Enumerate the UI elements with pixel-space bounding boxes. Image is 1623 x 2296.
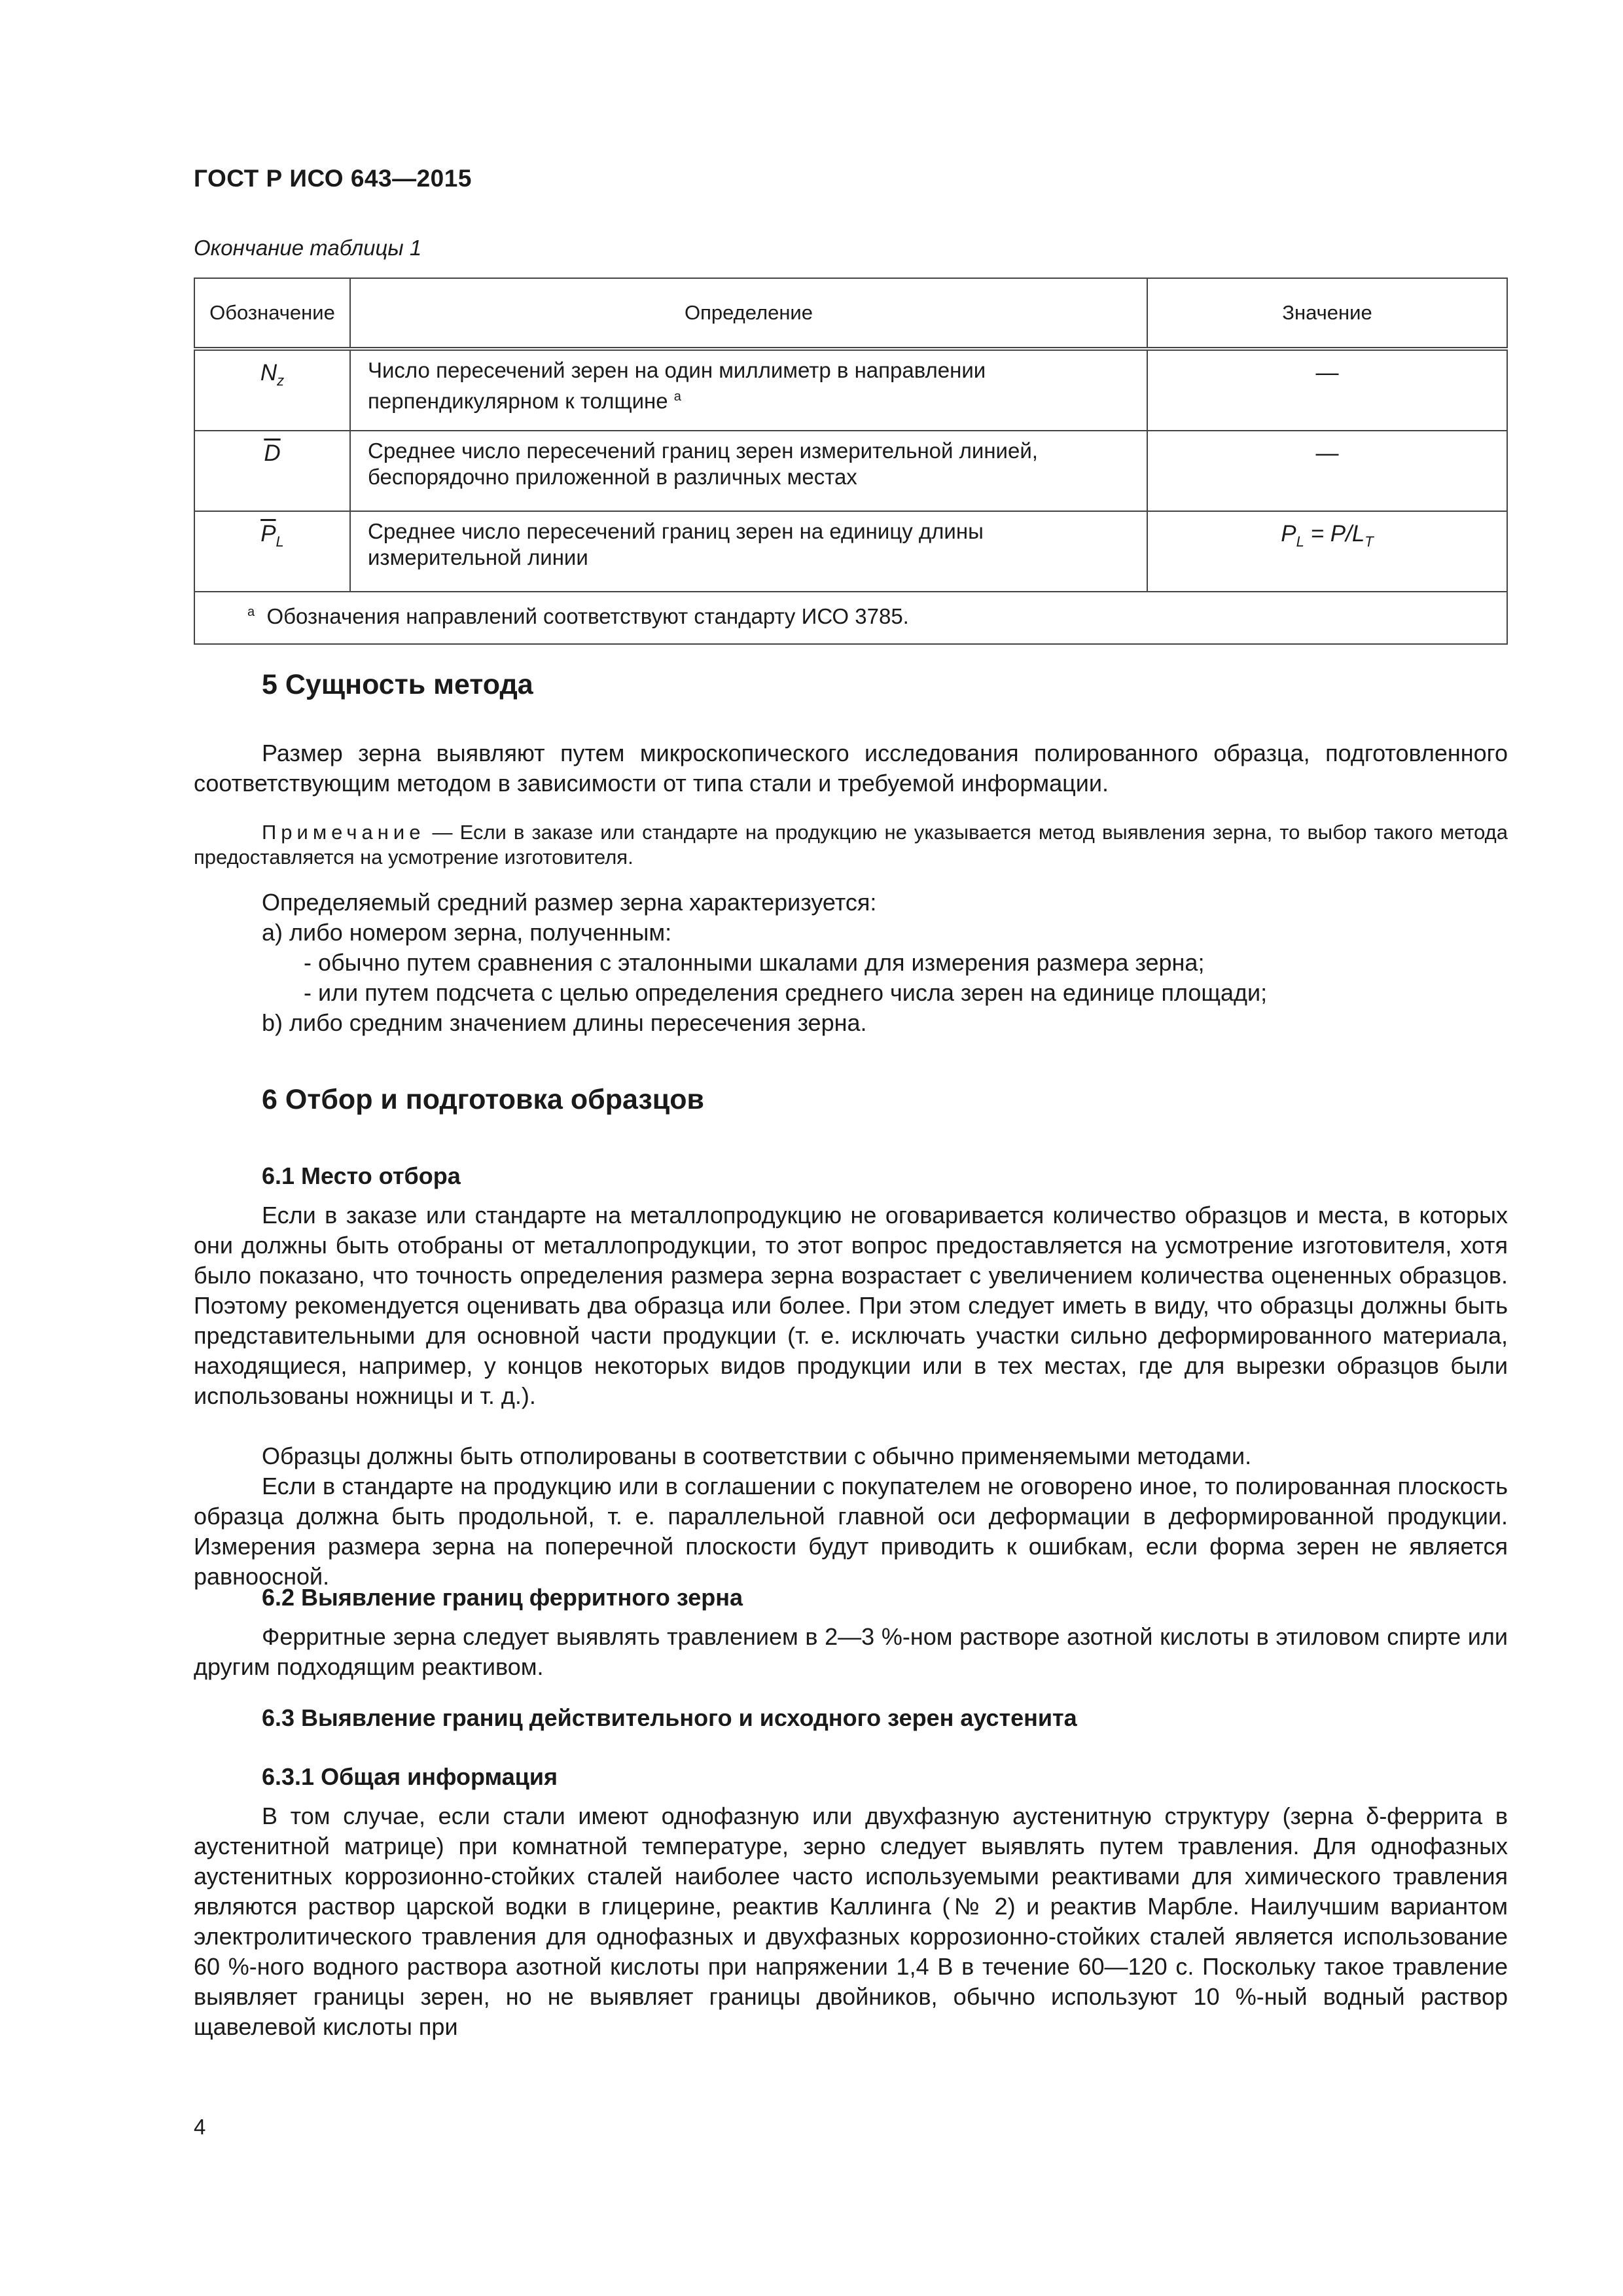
table-row <box>194 511 1507 592</box>
symbol-subscript: L <box>276 533 284 550</box>
table-row <box>194 349 1507 431</box>
list-subitem: - обычно путем сравнения с эталонными шкалами для измерения размера зерна; <box>304 949 1205 976</box>
section-6-1-paragraph: Если в стандарте на продукцию или в соглашении с покупателем не оговорено иное, то полированная плоскость образца должна быть продольной, т. е. параллельной главной оси деформации в деформированной продукции. Измерения размера зерна на поперечной плоскости будут приводить к ошибкам, если форма зерен не является равноосной. <box>194 1473 1508 1590</box>
column-header-symbol: Обозначение <box>194 278 350 349</box>
section-6-2-title: 6.2 Выявление границ ферритного зерна <box>262 1584 743 1611</box>
table-footnote-row <box>194 592 1507 644</box>
value-cell <box>1147 511 1507 592</box>
symbol-cell <box>194 511 350 592</box>
note-label: Примечание <box>262 821 425 844</box>
section-6-1-paragraph: Образцы должны быть отполированы в соответствии с обычно применяемыми методами. <box>262 1443 1252 1469</box>
definition-text: Число пересечений зерен на один миллиметр в направлении перпендикулярном к толщине <box>368 358 986 413</box>
formula-part: = P/L <box>1304 521 1365 547</box>
table-footnote <box>194 592 1507 644</box>
list-subitem: - или путем подсчета с целью определения среднего числа зерен на единице площади; <box>304 979 1268 1006</box>
value-cell: — <box>1147 431 1507 511</box>
section-6-title: 6 Отбор и подготовка образцов <box>262 1084 704 1115</box>
section-6-1-paragraph: Если в заказе или стандарте на металлопродукцию не оговаривается количество образцов и места, в которых они должны быть отобраны от металлопродукции, то этот вопрос предоставляется на усмотрение изготовителя, хотя было показано, что точность определения размера зерна возрастает с увеличением количества оцененных образцов. Поэтому рекомендуется оценивать два образца или более. При этом следует иметь в виду, что образцы должны быть представительными для основной части продукции (т. е. исключать участки сильно деформированного материала, находящиеся, например, у концов некоторых видов продукции или в тех местах, где для вырезки образцов были использованы ножницы и т. д.). <box>194 1202 1508 1409</box>
page-number: 4 <box>194 2115 206 2139</box>
characteristics-list <box>262 888 1267 1038</box>
definition-cell <box>350 349 1147 431</box>
symbol: $\overline{D}$ <box>264 440 281 466</box>
list-item-a: a) либо номером зерна, полученным: <box>262 919 672 946</box>
formula-part: P <box>1281 521 1296 547</box>
column-header-value: Значение <box>1147 278 1507 349</box>
table-header-row <box>194 278 1507 349</box>
note <box>194 820 1508 870</box>
formula-subscript: T <box>1364 533 1374 550</box>
symbol-cell <box>194 431 350 511</box>
section-5-paragraph: Размер зерна выявляют путем микроскопического исследования полированного образца, подготовленного соответствующим методом в зависимости от типа стали и требуемой информации. <box>194 740 1508 797</box>
standard-code: ГОСТ Р ИСО 643—2015 <box>194 165 472 192</box>
symbol-subscript: z <box>277 372 285 389</box>
symbol: N <box>260 360 277 386</box>
symbol: $\overline{P}$ <box>260 521 276 547</box>
section-6-1-title: 6.1 Место отбора <box>262 1162 461 1189</box>
table-caption: Окончание таблицы 1 <box>194 236 422 260</box>
definition-cell: Среднее число пересечений границ зерен измерительной линией, беспорядочно приложенной в различных местах <box>350 431 1147 511</box>
section-6-3-title: 6.3 Выявление границ действительного и исходного зерен аустенита <box>262 1704 1077 1731</box>
section-5-title: 5 Сущность метода <box>262 669 533 700</box>
value-cell: — <box>1147 349 1507 431</box>
note-text: — Если в заказе или стандарте на продукцию не указывается метод выявления зерна, то выбор такого метода предоставляется на усмотрение изготовителя. <box>194 821 1508 869</box>
table-row <box>194 431 1507 511</box>
definitions-table <box>194 278 1508 645</box>
definition-cell: Среднее число пересечений границ зерен на единицу длины измерительной линии <box>350 511 1147 592</box>
formula-subscript: L <box>1296 533 1304 550</box>
section-6-3-1-title: 6.3.1 Общая информация <box>262 1763 558 1790</box>
column-header-definition: Определение <box>350 278 1147 349</box>
list-item-b: b) либо средним значением длины пересечения зерна. <box>262 1009 867 1036</box>
footnote-ref: a <box>673 389 681 404</box>
section-6-2-paragraph: Ферритные зерна следует выявлять травлением в 2—3 %-ном растворе азотной кислоты в этиловом спирте или другим подходящим реактивом. <box>194 1623 1508 1680</box>
section-6-3-1-paragraph: В том случае, если стали имеют однофазную или двухфазную аустенитную структуру (зерна δ-феррита в аустенитной матрице) при комнатной температуре, зерно следует выявлять путем травления. Для однофазных аустенитных коррозионно-стойких сталей наиболее часто используемыми реактивами для химического травления являются раствор царской водки в глицерине, реактив Каллинга (№ 2) и реактив Марбле. Наилучшим вариантом электролитического травления для однофазных и двухфазных коррозионно-стойких сталей является использование 60 %-ного водного раствора азотной кислоты при напряжении 1,4 В в течение 60—120 с. Поскольку такое травление выявляет границы зерен, но не выявляет границы двойников, обычно используют 10 %-ный водный раствор щавелевой кислоты при <box>194 1803 1508 2040</box>
list-intro: Определяемый средний размер зерна характеризуется: <box>262 889 877 916</box>
symbol-cell <box>194 349 350 431</box>
footnote-mark: a <box>247 605 255 619</box>
footnote-text: Обозначения направлений соответствуют стандарту ИСО 3785. <box>266 604 909 628</box>
